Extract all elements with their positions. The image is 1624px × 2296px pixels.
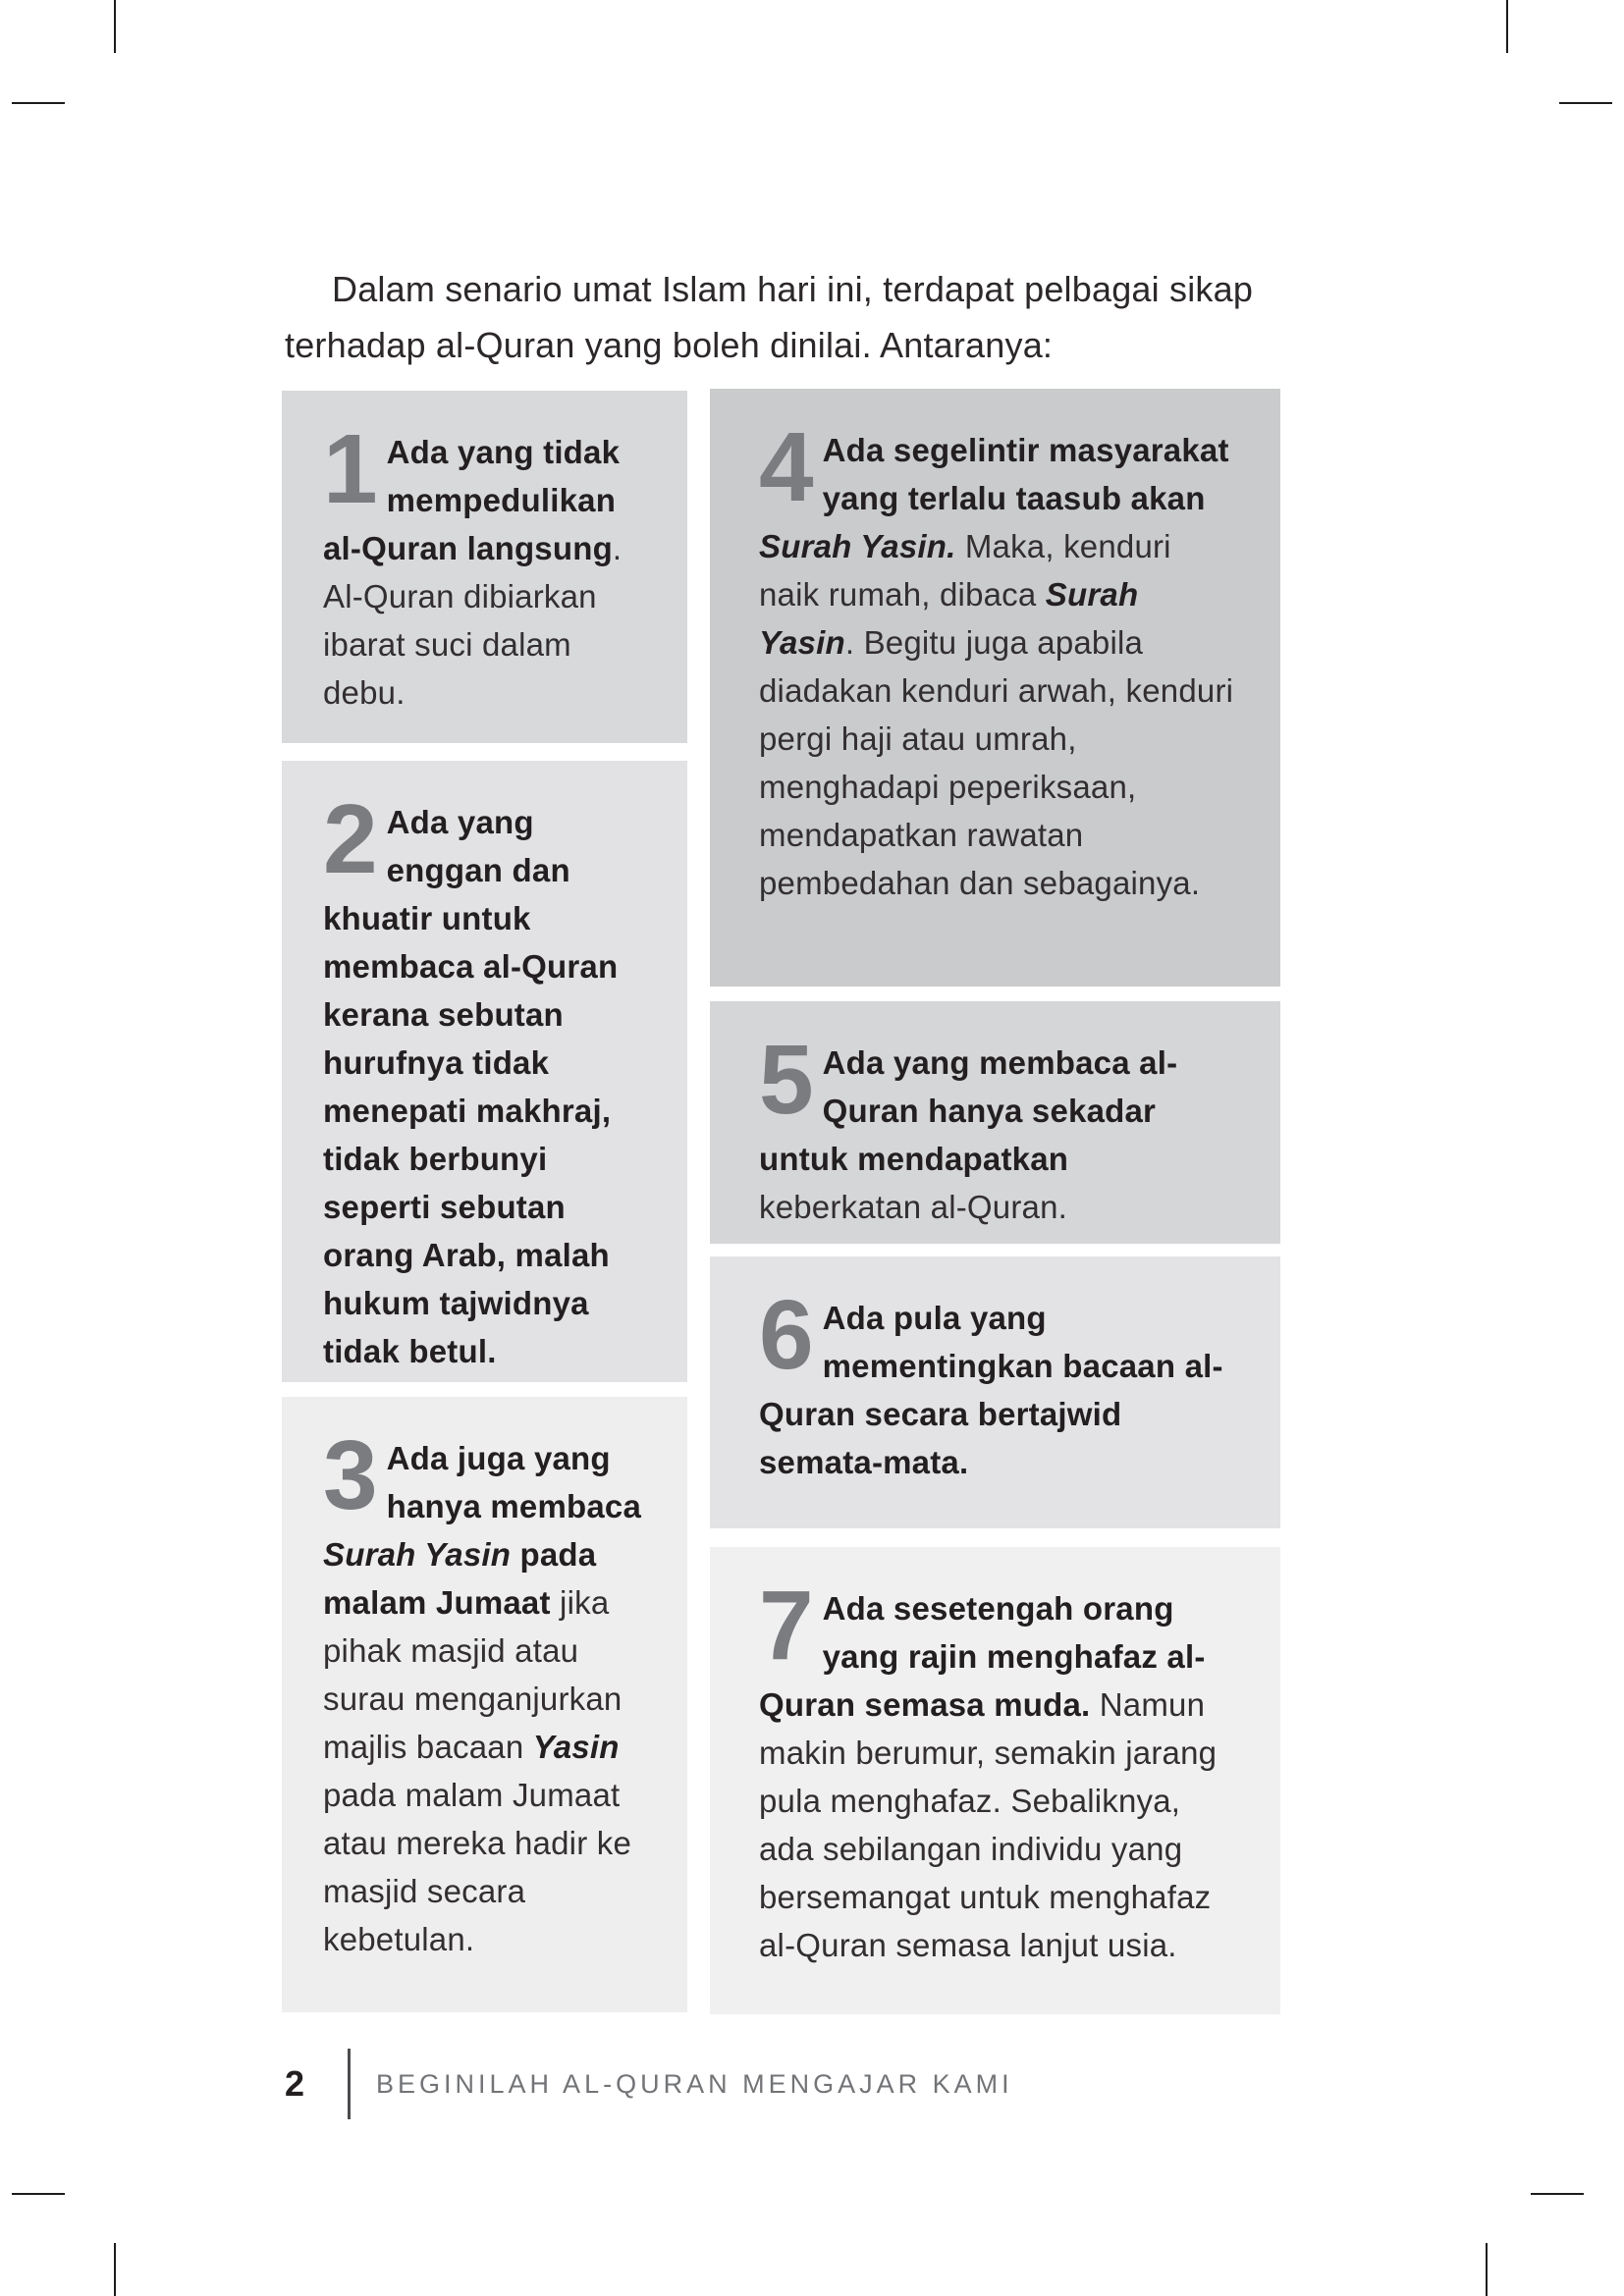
item-text	[759, 412, 1235, 907]
crop-mark	[1486, 2243, 1488, 2296]
item-number: 6	[759, 1280, 811, 1390]
item-number: 5	[759, 1025, 811, 1135]
attitude-item-4	[710, 389, 1280, 987]
crop-mark	[114, 0, 116, 53]
crop-mark	[12, 102, 65, 104]
item-text	[759, 1571, 1235, 1969]
crop-mark	[1531, 2193, 1584, 2195]
attitude-item-3	[282, 1397, 687, 2012]
attitude-item-1	[282, 391, 687, 743]
page-number: 2	[285, 2063, 305, 2104]
item-body: Ada yang tidak mempedulikan al-Quran langsung. Al-Quran dibiarkan ibarat suci dalam debu.	[323, 434, 623, 711]
crop-mark	[1559, 102, 1612, 104]
footer-book-title: BEGINILAH AL-QURAN MENGAJAR KAMI	[376, 2068, 1013, 2099]
item-body: Ada yang enggan dan khuatir untuk membaca al-Quran kerana sebutan hurufnya tidak menepati makhraj, tidak berbunyi seperti sebutan orang Arab, malah hukum tajwidnya tidak betul.	[323, 804, 619, 1369]
item-text	[759, 1025, 1235, 1231]
intro-line-2: terhadap al-Quran yang boleh dinilai. Antaranya:	[285, 325, 1054, 365]
item-body: Ada pula yang mementingkan bacaan al-Quran secara bertajwid semata-mata.	[759, 1300, 1223, 1480]
item-number: 3	[323, 1420, 375, 1530]
attitude-item-7	[710, 1547, 1280, 2014]
item-body: Ada segelintir masyarakat yang terlalu taasub akan Surah Yasin. Maka, kenduri naik rumah, dibaca Surah Yasin. Begitu juga apabila diadakan kenduri arwah, kenduri pergi haji atau umrah, menghadapi peperiksaan, mendapatkan rawatan pembedahan dan sebagainya.	[759, 432, 1234, 901]
attitude-item-2	[282, 761, 687, 1382]
item-text	[323, 784, 648, 1375]
crop-mark	[1506, 0, 1508, 53]
attitude-item-6	[710, 1256, 1280, 1528]
item-number: 1	[323, 414, 375, 524]
item-text	[323, 414, 648, 717]
intro-line-1: Dalam senario umat Islam hari ini, terdapat pelbagai sikap	[332, 269, 1254, 309]
crop-mark	[12, 2193, 65, 2195]
item-body: Ada juga yang hanya membaca Surah Yasin pada malam Jumaat jika pihak masjid atau surau menganjurkan majlis bacaan Yasin pada malam Jumaat atau mereka hadir ke masjid secara kebetulan.	[323, 1440, 642, 1957]
item-text	[759, 1280, 1235, 1486]
item-text	[323, 1420, 648, 1963]
item-body: Ada yang membaca al-Quran hanya sekadar untuk mendapatkan keberkatan al-Quran.	[759, 1044, 1178, 1225]
intro-paragraph	[285, 261, 1326, 373]
item-body: Ada sesetengah orang yang rajin menghafaz al-Quran semasa muda. Namun makin berumur, semakin jarang pula menghafaz. Sebaliknya, ada sebilangan individu yang bersemangat untuk menghafaz al-Quran semasa lanjut usia.	[759, 1590, 1218, 1963]
item-number: 2	[323, 784, 375, 894]
item-number: 4	[759, 412, 811, 522]
item-number: 7	[759, 1571, 811, 1681]
page-footer	[285, 2047, 1168, 2121]
footer-divider	[348, 2049, 351, 2119]
crop-mark	[114, 2243, 116, 2296]
attitude-item-5	[710, 1001, 1280, 1244]
